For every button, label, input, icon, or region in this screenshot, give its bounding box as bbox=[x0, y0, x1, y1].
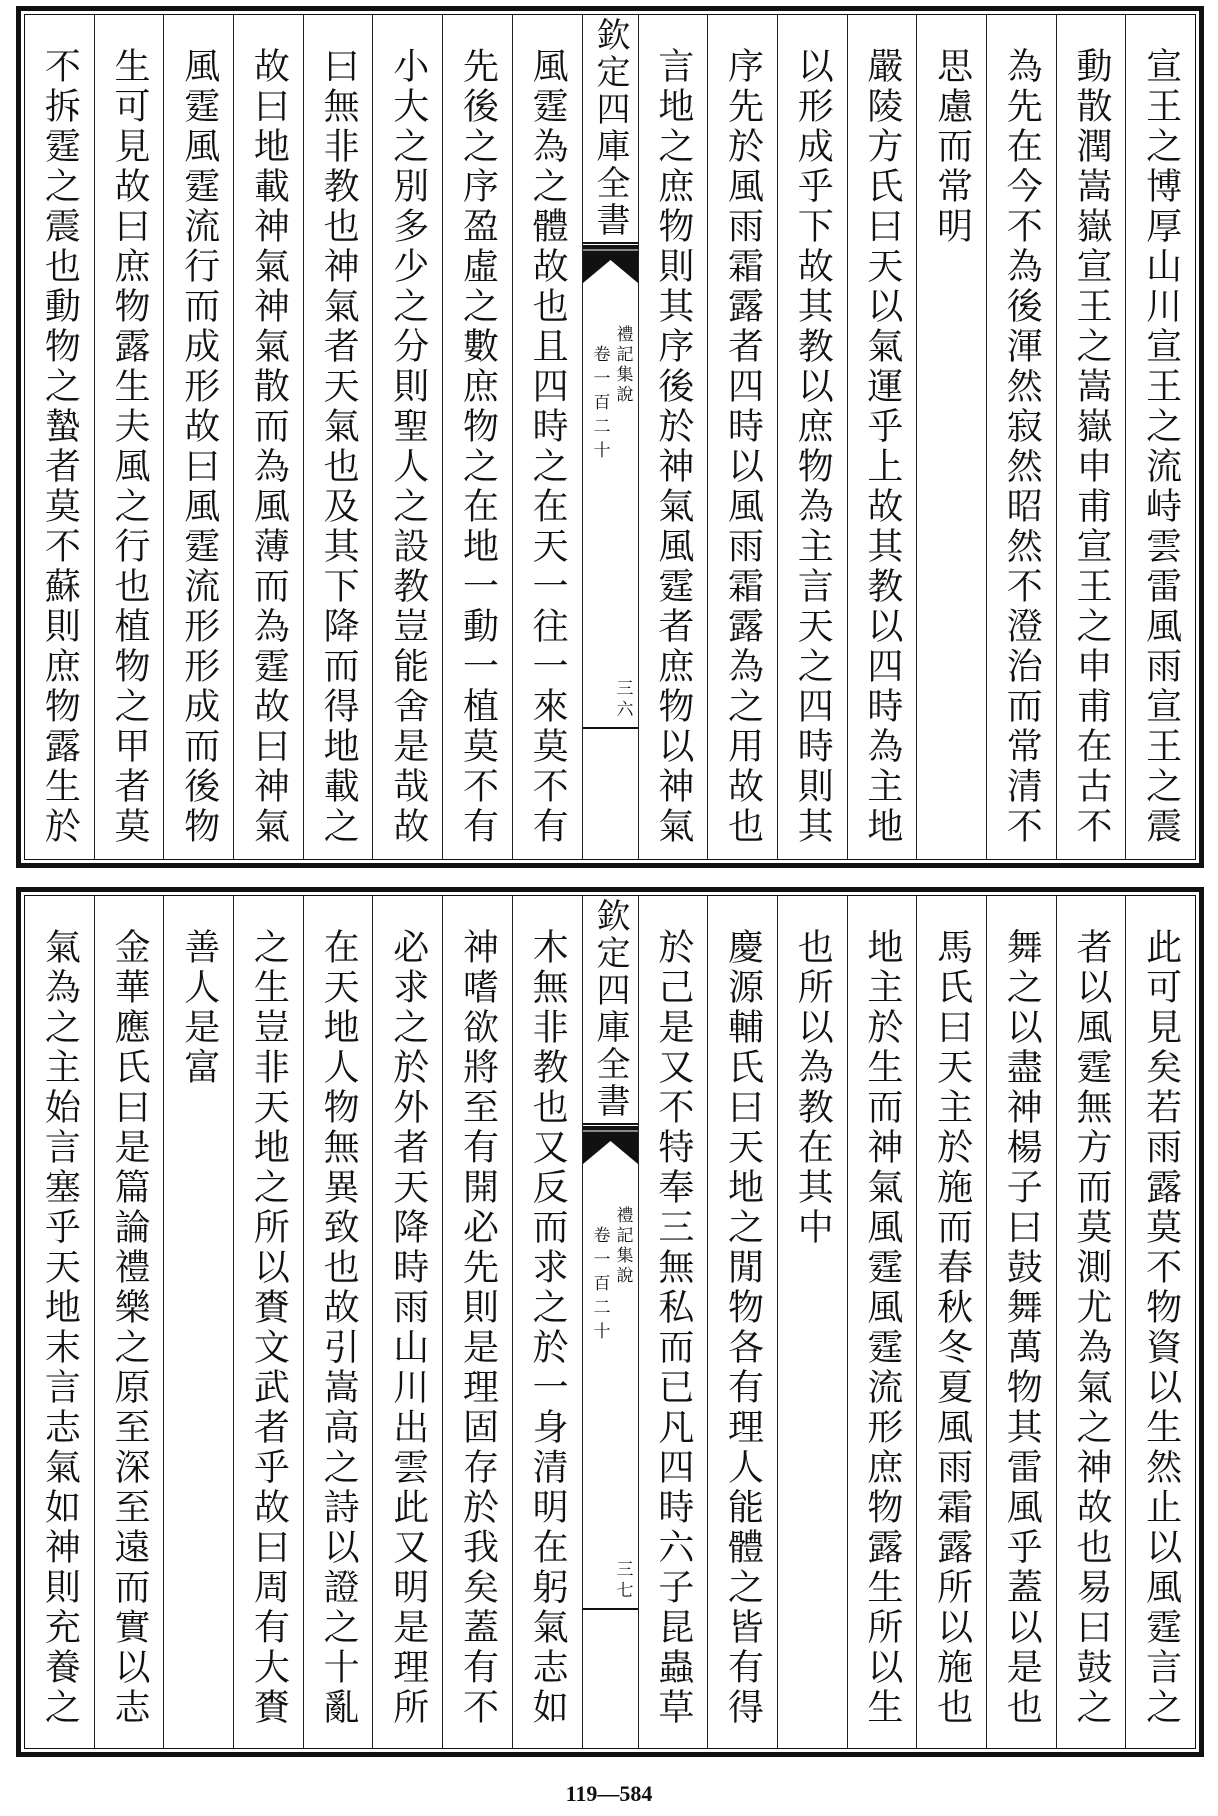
text-column bbox=[847, 15, 917, 859]
bottom-page-grid bbox=[24, 895, 1196, 1749]
center-fold-column bbox=[582, 896, 638, 1748]
text-column bbox=[233, 15, 303, 859]
column-text: 神嗜欲將至有開必先則是理固存於我矣蓋有不 bbox=[457, 928, 499, 1728]
text-column bbox=[986, 15, 1056, 859]
column-text: 風霆為之體故也且四時之在天一往一來莫不有 bbox=[527, 47, 569, 847]
text-column bbox=[372, 896, 442, 1748]
column-text: 曰無非教也神氣者天氣也及其下降而得地載之 bbox=[318, 47, 360, 847]
column-text: 木無非教也又反而求之於一身清明在躬氣志如 bbox=[527, 928, 569, 1728]
text-column bbox=[638, 15, 708, 859]
column-text: 也所以為教在其中 bbox=[792, 928, 834, 1248]
column-text: 金華應氏曰是篇論禮樂之原至深至遠而實以志 bbox=[109, 928, 151, 1728]
column-text: 此可見矣若雨露莫不物資以生然止以風霆言之 bbox=[1140, 928, 1182, 1728]
text-column bbox=[372, 15, 442, 859]
collection-title-box bbox=[583, 898, 638, 1120]
text-column bbox=[25, 896, 94, 1748]
text-column bbox=[94, 896, 164, 1748]
column-text: 序先於風雨霜露者四時以風雨霜露為之用故也 bbox=[722, 47, 764, 847]
column-text: 不拆霆之震也動物之蟄者莫不蘇則庶物露生於 bbox=[39, 47, 81, 847]
text-column bbox=[1056, 15, 1126, 859]
text-column bbox=[777, 896, 847, 1748]
footer-page-reference: 119—584 bbox=[565, 1781, 653, 1806]
page-number-rule bbox=[583, 1608, 638, 1610]
column-text: 舞之以盡神楊子曰鼓舞萬物其雷風乎蓋以是也 bbox=[1001, 928, 1043, 1728]
column-text: 生可見故曰庶物露生夫風之行也植物之甲者莫 bbox=[109, 47, 151, 847]
column-text: 為先在今不為後渾然寂然昭然不澄治而常清不 bbox=[1001, 47, 1043, 847]
text-column bbox=[303, 15, 373, 859]
text-column bbox=[707, 15, 777, 859]
text-column bbox=[777, 15, 847, 859]
fish-tail-ornament-icon bbox=[583, 245, 638, 283]
fish-tail-ornament-icon bbox=[583, 1126, 638, 1164]
column-text: 善人是富 bbox=[178, 928, 220, 1088]
column-text: 於己是又不特奉三無私而已凡四時六子昆蟲草 bbox=[652, 928, 694, 1728]
column-text: 馬氏曰天主於施而春秋冬夏風雨霜露所以施也 bbox=[931, 928, 973, 1728]
text-column bbox=[1056, 896, 1126, 1748]
title-rule bbox=[583, 242, 638, 244]
column-text: 地主於生而神氣風霆風霆流形庶物露生所以生 bbox=[861, 928, 903, 1728]
volume-label: 卷一百二十 bbox=[589, 345, 610, 465]
page-number-rule bbox=[583, 727, 638, 729]
page-number: 三六 bbox=[612, 679, 633, 721]
column-text: 氣為之主始言塞乎天地末言志氣如神則充養之 bbox=[39, 928, 81, 1728]
column-text: 思慮而常明 bbox=[931, 47, 973, 247]
text-column bbox=[707, 896, 777, 1748]
volume-label: 卷一百二十 bbox=[589, 1226, 610, 1346]
text-column bbox=[303, 896, 373, 1748]
column-text: 在天地人物無異致也故引嵩高之詩以證之十亂 bbox=[318, 928, 360, 1728]
text-column bbox=[638, 896, 708, 1748]
text-column bbox=[986, 896, 1056, 1748]
text-column bbox=[25, 15, 94, 859]
column-text: 小大之別多少之分則聖人之設教豈能舍是哉故 bbox=[387, 47, 429, 847]
collection-title: 欽定四庫全書 bbox=[590, 898, 630, 1120]
text-column bbox=[94, 15, 164, 859]
top-half-page bbox=[16, 6, 1204, 868]
column-text: 慶源輔氏曰天地之閒物各有理人能體之皆有得 bbox=[722, 928, 764, 1728]
column-text: 言地之庶物則其序後於神氣風霆者庶物以神氣 bbox=[652, 47, 694, 847]
column-text: 風霆風霆流行而成形故曰風霆流形形成而後物 bbox=[178, 47, 220, 847]
column-text: 必求之於外者天降時雨山川出雲此又明是理所 bbox=[387, 928, 429, 1728]
text-column bbox=[442, 896, 512, 1748]
column-text: 以形成乎下故其教以庶物為主言天之四時則其 bbox=[792, 47, 834, 847]
text-column bbox=[512, 15, 582, 859]
column-text: 宣王之博厚山川宣王之流峙雲雷風雨宣王之震 bbox=[1140, 47, 1182, 847]
column-text: 動散潤嵩嶽宣王之嵩嶽申甫宣王之申甫在古不 bbox=[1070, 47, 1112, 847]
center-fold-column bbox=[582, 15, 638, 859]
book-title: 禮記集說 bbox=[612, 1206, 633, 1286]
collection-title-box bbox=[583, 17, 638, 239]
text-column bbox=[1125, 15, 1195, 859]
text-column bbox=[1125, 896, 1195, 1748]
book-title: 禮記集說 bbox=[612, 325, 633, 405]
text-column bbox=[163, 896, 233, 1748]
text-column bbox=[847, 896, 917, 1748]
column-text: 先後之序盈虛之數庶物之在地一動一植莫不有 bbox=[457, 47, 499, 847]
column-text: 嚴陵方氏曰天以氣運乎上故其教以四時為主地 bbox=[861, 47, 903, 847]
column-text: 之生豈非天地之所以賚文武者乎故曰周有大賚 bbox=[248, 928, 290, 1728]
column-text: 者以風霆無方而莫測尤為氣之神故也易曰鼓之 bbox=[1070, 928, 1112, 1728]
column-text: 故曰地載神氣神氣散而為風薄而為霆故曰神氣 bbox=[248, 47, 290, 847]
bottom-half-page bbox=[16, 887, 1204, 1757]
text-column bbox=[916, 15, 986, 859]
text-column bbox=[233, 896, 303, 1748]
text-column bbox=[512, 896, 582, 1748]
page-number: 三七 bbox=[612, 1560, 633, 1602]
top-page-grid bbox=[24, 14, 1196, 860]
collection-title: 欽定四庫全書 bbox=[590, 17, 630, 239]
title-rule bbox=[583, 1123, 638, 1125]
text-column bbox=[442, 15, 512, 859]
text-column bbox=[163, 15, 233, 859]
text-column bbox=[916, 896, 986, 1748]
